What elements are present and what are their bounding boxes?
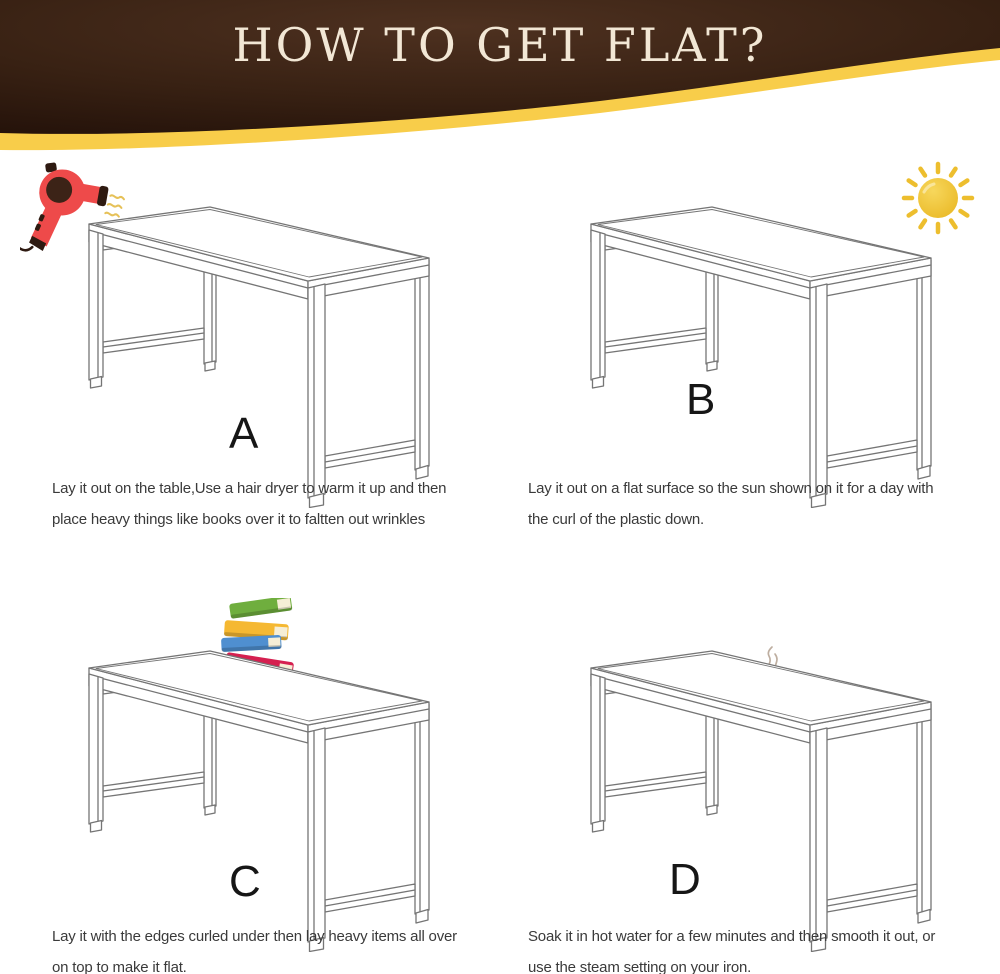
caption-line: Soak it in hot water for a few minutes and then smooth it out, or — [528, 928, 936, 945]
caption-line: on top to make it flat. — [52, 959, 187, 974]
table-illustration — [85, 196, 432, 508]
panel-d-caption — [528, 921, 935, 974]
caption-line: place heavy things like books over it to faltten out wrinkles — [52, 511, 426, 528]
book — [229, 598, 292, 619]
page-title: HOW TO GET FLAT? — [232, 18, 768, 72]
panel-a-label: A — [229, 409, 259, 458]
caption-line: Lay it with the edges curled under then lay heavy items all over — [52, 928, 457, 945]
panel-c-caption — [52, 921, 457, 974]
table-illustration — [587, 640, 934, 952]
panel-b-caption — [528, 473, 933, 535]
panel-b-label: B — [686, 375, 716, 424]
caption-line: use the steam setting on your iron. — [528, 959, 752, 974]
panel-c-label: C — [229, 857, 261, 906]
caption-line: the curl of the plastic down. — [528, 511, 704, 528]
panel-d-label: D — [669, 855, 701, 904]
panel-a-caption — [52, 473, 446, 535]
caption-line: Lay it out on a flat surface so the sun shown on it for a day with — [528, 480, 934, 497]
table-illustration — [587, 196, 934, 508]
caption-line: Lay it out on the table,Use a hair dryer to warm it up and then — [52, 480, 447, 497]
